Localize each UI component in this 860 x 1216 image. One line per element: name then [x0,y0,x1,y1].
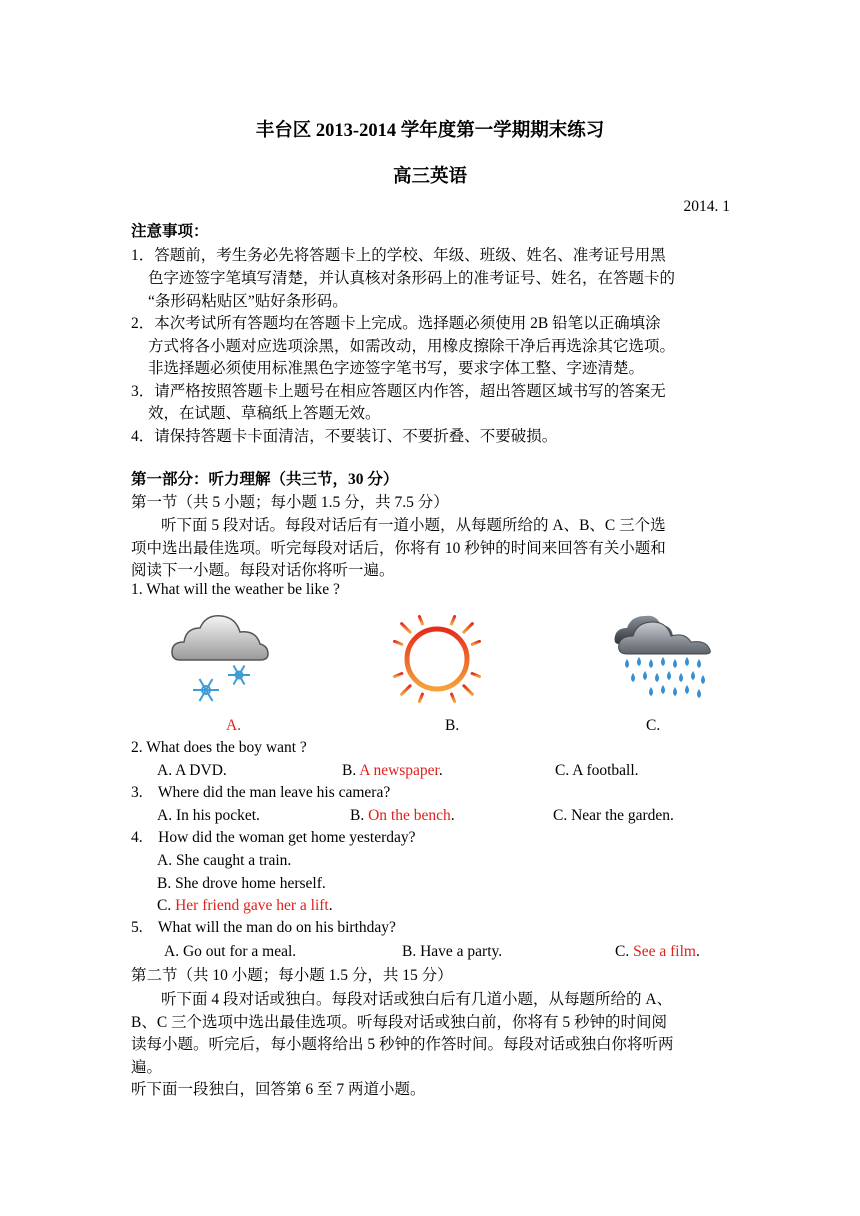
section2-intro-line: B、C 三个选项中选出最佳选项。听每段对话或独白前，你将有 5 秒钟的时间阅 [131,1014,668,1031]
question-1: 1. What will the weather be like ? [131,581,340,598]
snow-cloud-icon [170,608,270,712]
q3-option-a: A. In his pocket. [157,807,260,824]
section1-intro-line: 听下面 5 段对话。每段对话后有一道小题，从每题所给的 A、B、C 三个选 [161,517,666,534]
section2-prompt: 听下面一段独白，回答第 6 至 7 两道小题。 [131,1081,426,1098]
q3-option-c: C. Near the garden. [553,807,674,824]
question-5: 5. What will the man do on his birthday? [131,919,396,936]
q5-option-a: A. Go out for a meal. [164,943,297,960]
section1-heading: 第一节（共 5 小题；每小题 1.5 分，共 7.5 分） [131,494,449,511]
q4-option-c: C. Her friend gave her a lift. [157,897,333,914]
section2-heading: 第二节（共 10 小题；每小题 1.5 分，共 15 分） [131,967,453,984]
q4-option-a: A. She caught a train. [157,852,292,869]
option-c-label: C. [646,717,661,734]
section2-intro-line: 听下面 4 段对话或独白。每段对话或独白后有几道小题，从每题所给的 A、 [161,991,673,1008]
section1-intro-line: 阅读下一小题。每段对话你将听一遍。 [131,562,395,579]
notice-heading: 注意事项： [131,223,209,240]
q2-option-c: C. A football. [555,762,639,779]
q2-option-b: B. A newspaper. [342,762,443,779]
page-subtitle: 高三英语 [392,167,467,187]
q5-option-c: C. See a film. [615,943,700,960]
section1-intro-line: 项中选出最佳选项。听完每段对话后，你将有 10 秒钟的时间来回答有关小题和 [131,540,666,557]
notice-line: 方式将各小题对应选项涂黑，如需改动，用橡皮擦除干净后再选涂其它选项。 [148,338,676,355]
q3-option-b: B. On the bench. [350,807,455,824]
rain-cloud-icon [613,610,717,710]
notice-line: 效，在试题、草稿纸上答题无效。 [148,405,381,422]
page-title: 丰台区 2013-2014 学年度第一学期期末练习 [255,121,605,141]
q4-option-b: B. She drove home herself. [157,875,326,892]
section2-intro-line: 遍。 [131,1059,163,1076]
option-a-label: A. [226,717,242,734]
notice-line: 1．答题前，考生务必先将答题卡上的学校、年级、班级、姓名、准考证号用黑 [131,247,666,264]
sun-icon [383,605,491,713]
notice-line: 非选择题必须使用标准黑色字迹签字笔书写，要求字体工整、字迹清楚。 [148,360,645,377]
question-3: 3. Where did the man leave his camera? [131,784,391,801]
option-b-label: B. [445,717,460,734]
notice-line: 3．请严格按照答题卡上题号在相应答题区内作答，超出答题区域书写的答案无 [131,383,666,400]
notice-line: 4．请保持答题卡卡面清洁，不要装订、不要折叠、不要破损。 [131,428,558,445]
exam-date: 2014. 1 [683,198,730,215]
part1-heading: 第一部分：听力理解（共三节，30 分） [131,471,399,488]
section2-intro-line: 读每小题。听完后，每小题将给出 5 秒钟的作答时间。每段对话或独白你将听两 [131,1036,674,1053]
notice-line: “条形码粘贴区”贴好条形码。 [148,293,348,310]
notice-line: 色字迹签字笔填写清楚，并认真核对条形码上的准考证号、姓名，在答题卡的 [148,270,676,287]
question-4: 4. How did the woman get home yesterday? [131,829,416,846]
q2-option-a: A. A DVD. [157,762,227,779]
question-2: 2. What does the boy want ? [131,739,307,756]
notice-line: 2．本次考试所有答题均在答题卡上完成。选择题必须使用 2B 铅笔以正确填涂 [131,315,661,332]
q5-option-b: B. Have a party. [402,943,503,960]
